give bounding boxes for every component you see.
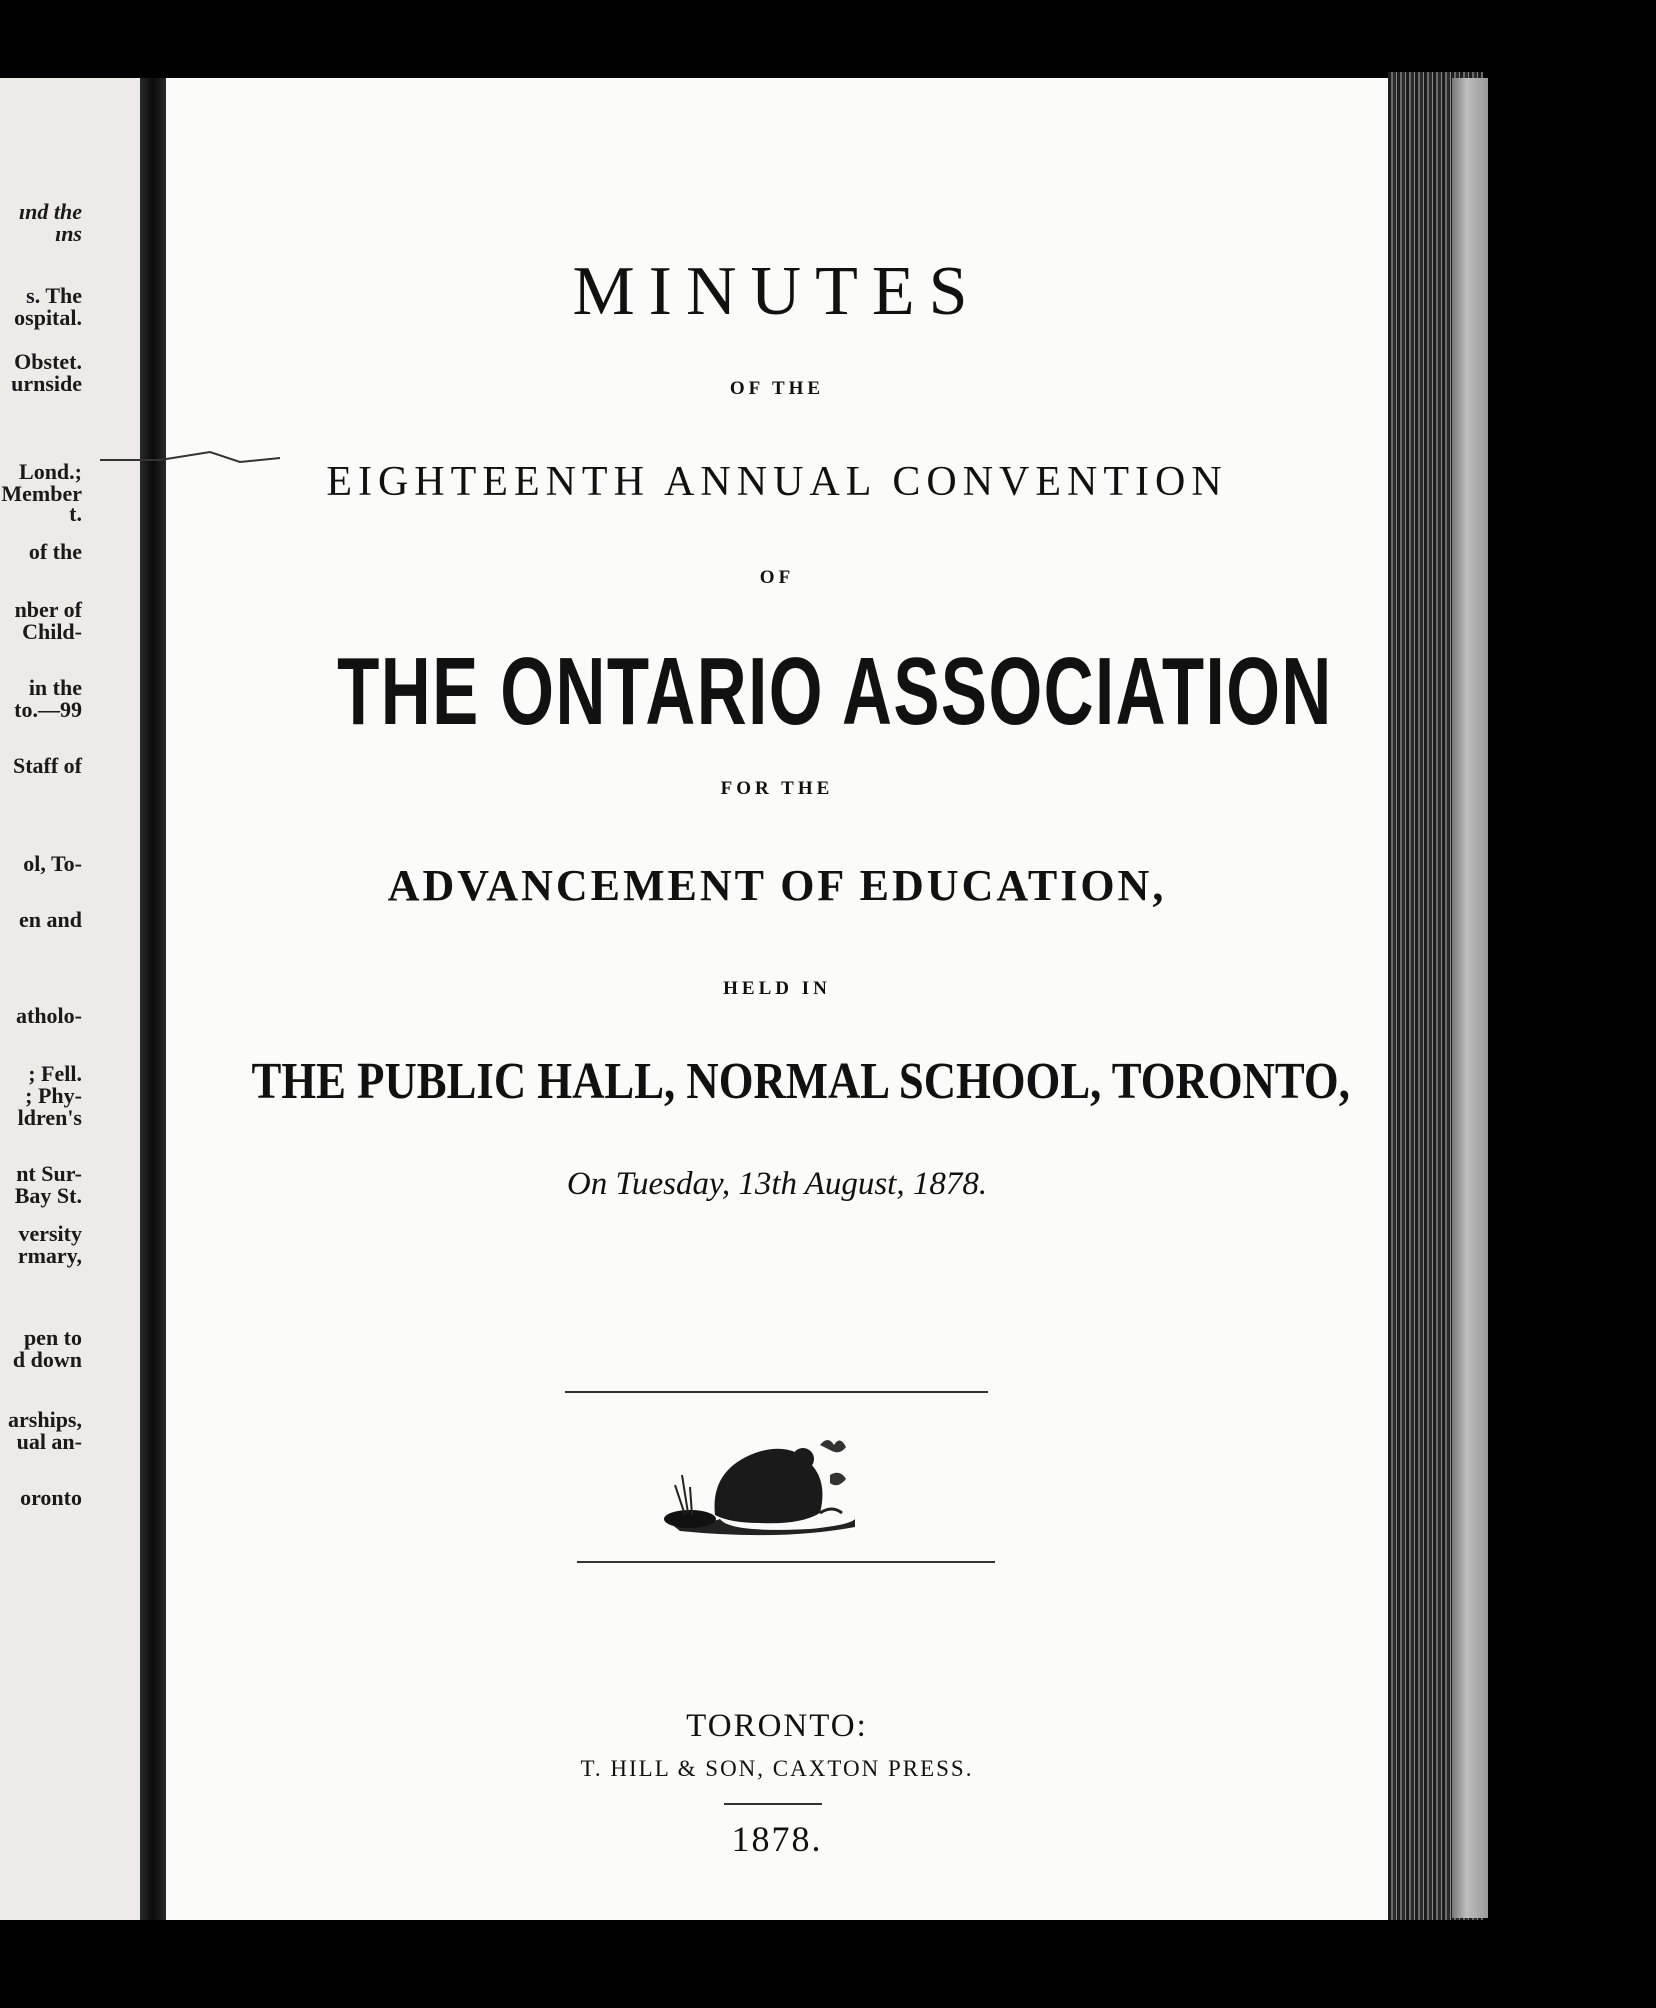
left-page-text-fragment: ldren's	[17, 1105, 82, 1130]
convention-line: EIGHTEENTH ANNUAL CONVENTION	[326, 459, 1228, 505]
left-page-text-fragment: versity	[18, 1221, 82, 1246]
left-page-text-fragment: nt Sur-	[16, 1161, 82, 1186]
left-page-text-fragment: Lond.;	[19, 459, 82, 484]
for-the-label: FOR THE	[720, 778, 834, 799]
left-page-text-fragment: ual an-	[16, 1429, 82, 1454]
left-page-text-fragment: nber of	[14, 597, 82, 622]
date-line: On Tuesday, 13th August, 1878.	[566, 1166, 988, 1202]
of-label: OF	[759, 567, 795, 588]
left-page-text-fragment: arships,	[8, 1407, 82, 1432]
left-page-text-fragment: Child-	[22, 619, 82, 644]
title-minutes: MINUTES	[572, 253, 982, 330]
page-edge-highlight	[1452, 78, 1488, 1918]
left-page-text-fragment: of the	[28, 539, 82, 564]
left-page-text-fragment: d down	[12, 1347, 82, 1372]
imprint-printer: T. HILL & SON, CAXTON PRESS.	[580, 1756, 974, 1781]
left-page-text-fragment: ospital.	[14, 305, 82, 330]
left-page-text-fragment: ıns	[55, 221, 82, 246]
of-the-label: OF THE	[729, 378, 825, 399]
imprint-year: 1878.	[731, 1819, 823, 1859]
left-page-text-fragment: Member	[1, 481, 82, 506]
left-page-text-fragment: oronto	[20, 1485, 82, 1510]
left-page-text-fragment: atholo-	[16, 1003, 82, 1028]
rule-bottom	[577, 1561, 995, 1563]
left-page-text-fragment: ; Fell.	[28, 1061, 82, 1086]
left-page-text-fragment: en and	[19, 907, 82, 932]
left-page-text-fragment: s. The	[26, 283, 82, 308]
association-name: THE ONTARIO ASSOCIATION	[337, 638, 1333, 745]
left-page-text-fragment: to.—99	[14, 697, 82, 722]
rule-year	[724, 1803, 822, 1805]
rule-top	[565, 1391, 988, 1393]
left-page-text-fragment: urnside	[11, 371, 82, 396]
imprint-city: TORONTO:	[686, 1708, 868, 1744]
left-page-text-fragment: rmary,	[17, 1243, 82, 1268]
left-page-text-fragment: ınd the	[19, 199, 82, 224]
held-in-label: HELD IN	[723, 978, 831, 999]
left-page-text-fragment: t.	[69, 501, 82, 526]
left-page-text-fragment: pen to	[23, 1325, 82, 1350]
left-page-text-fragment: ; Phy-	[25, 1083, 82, 1108]
left-page-text-fragment: Obstet.	[14, 349, 82, 374]
venue-line: THE PUBLIC HALL, NORMAL SCHOOL, TORONTO,	[251, 1053, 1350, 1110]
left-page-text-fragment: in the	[28, 675, 82, 700]
left-page-text-fragment: Staff of	[12, 753, 82, 778]
left-page-text-fragment: ol, To-	[23, 851, 82, 876]
book-gutter	[140, 78, 166, 1920]
beaver-illustration	[660, 1415, 860, 1545]
advancement-line: ADVANCEMENT OF EDUCATION,	[387, 861, 1167, 910]
left-page-fragment	[0, 78, 152, 1920]
left-page-text-fragment: Bay St.	[14, 1183, 82, 1208]
